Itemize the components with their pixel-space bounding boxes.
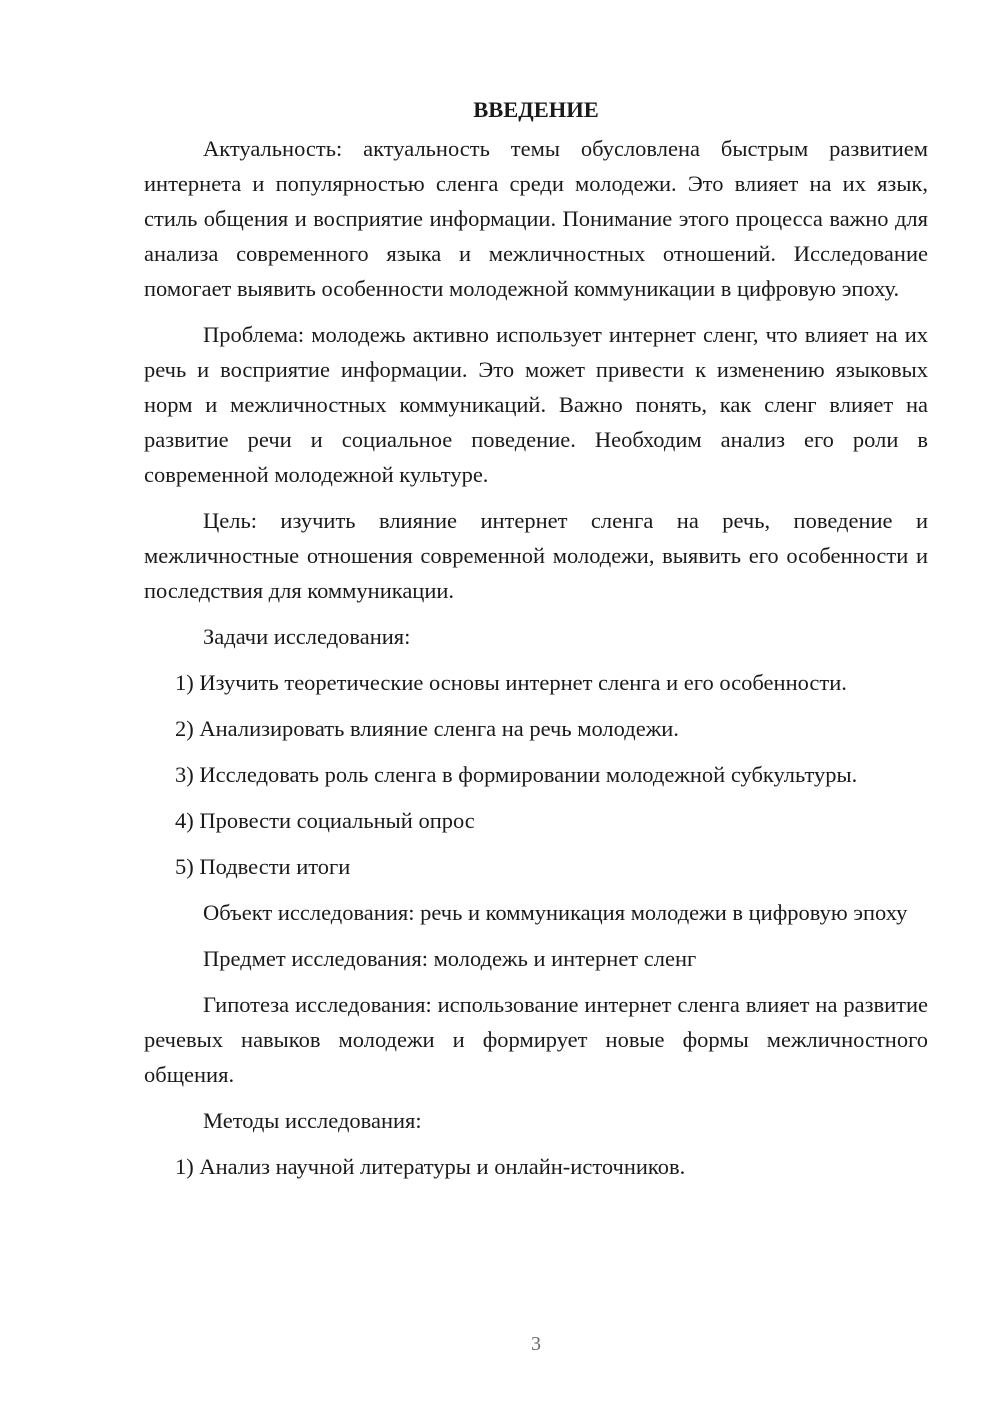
hypothesis-paragraph: Гипотеза исследования: использование интернет сленга влияет на развитие речевых навыков молодежи и формирует новые формы межличностного общения. [144, 992, 928, 1087]
relevance-paragraph: Актуальность: актуальность темы обусловлена быстрым развитием интернета и популярностью сленга среди молодежи. Это влияет на их язык, стиль общения и восприятие информации. Понимание этого процесса важно для анализа современного языка и межличностных отношений. Исследование помогает выявить особенности молодежной коммуникации в цифровую эпоху. [144, 136, 928, 301]
page-number: 3 [531, 1333, 541, 1355]
object-paragraph: Объект исследования: речь и коммуникация молодежи в цифровую эпоху [203, 900, 908, 925]
tasks-heading: Задачи исследования: [203, 624, 411, 649]
task-item: 3) Исследовать роль сленга в формировании молодежной субкультуры. [175, 762, 858, 787]
task-item: 5) Подвести итоги [175, 854, 351, 879]
task-item: 2) Анализировать влияние сленга на речь молодежи. [175, 716, 679, 741]
goal-paragraph: Цель: изучить влияние интернет сленга на речь, поведение и межличностные отношения современной молодежи, выявить его особенности и последствия для коммуникации. [144, 508, 928, 603]
method-item: 1) Анализ научной литературы и онлайн-источников. [175, 1154, 686, 1179]
methods-heading: Методы исследования: [203, 1108, 422, 1133]
document-body [144, 92, 928, 1195]
subject-paragraph: Предмет исследования: молодежь и интернет сленг [203, 946, 697, 971]
task-item: 4) Провести социальный опрос [175, 808, 475, 833]
problem-paragraph: Проблема: молодежь активно использует интернет сленг, что влияет на их речь и восприятие информации. Это может привести к изменению языковых норм и межличностных коммуникаций. Важно понять, как сленг влияет на развитие речи и социальное поведение. Необходим анализ его роли в современной молодежной культуре. [144, 322, 928, 487]
section-title: ВВЕДЕНИЕ [473, 97, 599, 122]
task-item: 1) Изучить теоретические основы интернет сленга и его особенности. [175, 670, 847, 695]
